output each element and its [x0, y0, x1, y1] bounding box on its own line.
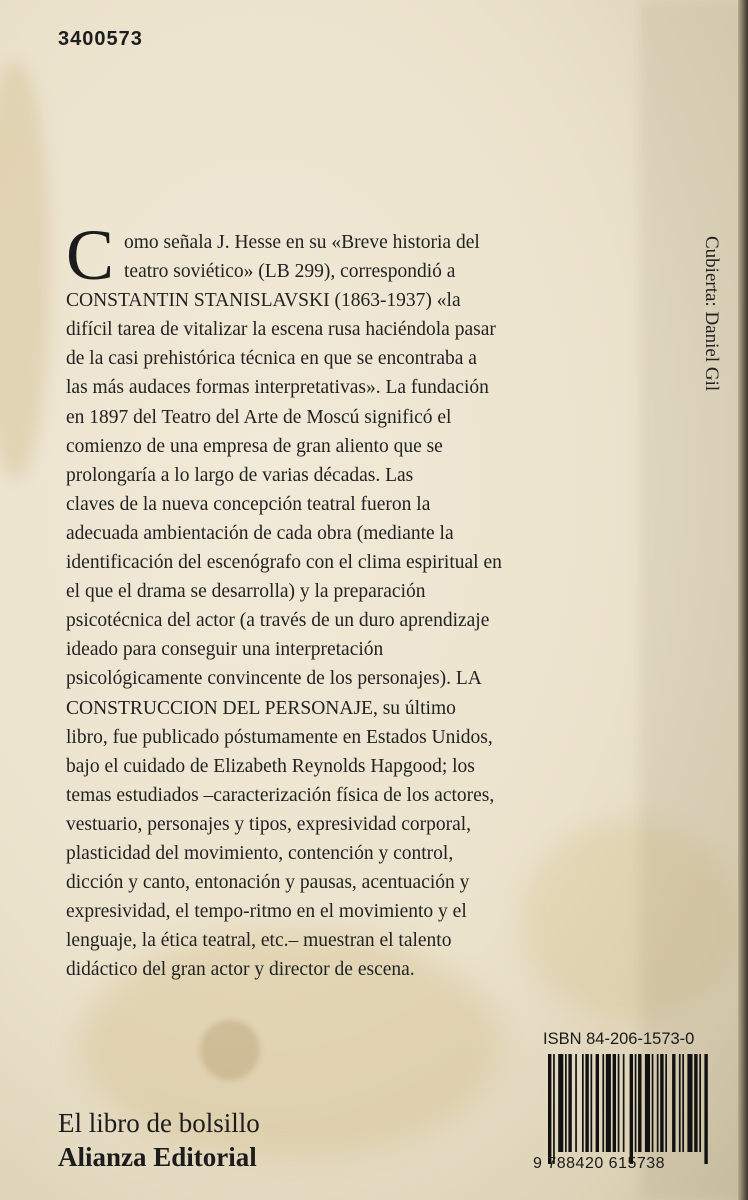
blurb-line: en 1897 del Teatro del Arte de Moscú significó el [66, 406, 452, 428]
barcode-bar [613, 1054, 616, 1152]
blurb-line: de la casi prehistórica técnica en que se encontraba a [66, 348, 477, 370]
blurb-line: adecuada ambientación de cada obra (mediante la [66, 522, 454, 544]
barcode-bar [704, 1054, 707, 1164]
barcode-bar [657, 1054, 659, 1152]
blurb-line: CONSTRUCCION DEL PERSONAJE, su último [66, 697, 456, 719]
barcode-bar [694, 1054, 697, 1152]
barcode-bar [660, 1054, 663, 1152]
blurb-line: didáctico del gran actor y director de escena. [66, 959, 415, 981]
barcode-bar [638, 1054, 641, 1152]
blurb-line: plasticidad del movimiento, contención y control, [66, 842, 454, 864]
barcode-bar [553, 1054, 555, 1164]
barcode-bar [630, 1054, 633, 1164]
blurb-line: vestuario, personajes y tipos, expresividad corporal, [66, 813, 472, 835]
barcode-bar [645, 1054, 650, 1152]
barcode-bar [652, 1054, 654, 1152]
blurb-line: teatro soviético» (LB 299), correspondió a [124, 261, 456, 283]
barcode-bar [682, 1054, 684, 1152]
blurb-line: el que el drama se desarrolla) y la preparación [66, 581, 426, 603]
blurb-line: lenguaje, la ética teatral, etc.– muestran el talento [66, 930, 452, 952]
barcode-bar [596, 1054, 599, 1152]
publisher-name: Alianza Editorial [58, 1142, 257, 1172]
barcode-bar [635, 1054, 637, 1152]
barcode-bar [548, 1054, 551, 1164]
drop-cap: C [66, 215, 115, 295]
paper-stain [0, 60, 50, 480]
barcode-bar [606, 1054, 611, 1152]
barcode-bar [582, 1054, 584, 1152]
barcode-bar [575, 1054, 577, 1152]
blurb-line: psicológicamente convincente de los personajes). LA [66, 668, 482, 690]
blurb-line: CONSTANTIN STANISLAVSKI (1863-1937) «la [66, 290, 461, 312]
blurb-line: ideado para conseguir una interpretación [66, 639, 384, 661]
blurb-line: prolongaría a lo largo de varias décadas. Las [66, 464, 414, 486]
blurb-line: identificación del escenógrafo con el clima espiritual en [66, 552, 502, 574]
barcode-digits: 9 788420 615738 [533, 1155, 666, 1172]
barcode-bar [591, 1054, 593, 1152]
cover-credit: Cubierta: Daniel Gil [701, 236, 722, 392]
barcode [530, 1054, 748, 1200]
barcode-bar [558, 1054, 563, 1152]
barcode-bar [699, 1054, 701, 1152]
blurb-line: expresividad, el tempo-ritmo en el movimiento y el [66, 901, 467, 923]
barcode-bar [687, 1054, 692, 1152]
barcode-bar [568, 1054, 571, 1152]
blurb-line: temas estudiados –caracterización física de los actores, [66, 784, 495, 806]
blurb-line: omo señala J. Hesse en su «Breve historia del [124, 232, 480, 253]
blurb-line: difícil tarea de vitalizar la escena rusa haciéndola pasar [66, 319, 496, 341]
barcode-bar [618, 1054, 620, 1152]
blurb-line: libro, fue publicado póstumamente en Estados Unidos, [66, 726, 493, 748]
paper-shadow [640, 0, 748, 1200]
blurb-line: bajo el cuidado de Elizabeth Reynolds Hapgood; los [66, 755, 475, 777]
isbn-number: ISBN 84-206-1573-0 [543, 1030, 695, 1048]
barcode-bar [602, 1054, 604, 1152]
blurb-line: comienzo de una empresa de gran aliento que se [66, 435, 443, 457]
barcode-bar [585, 1054, 588, 1152]
paper-stain [200, 1020, 260, 1080]
series-name: El libro de bolsillo [58, 1108, 260, 1138]
blurb-line: claves de la nueva concepción teatral fueron la [66, 493, 431, 515]
blurb-line: dicción y canto, entonación y pausas, acentuación y [66, 872, 470, 894]
cover-edge [738, 0, 748, 1200]
blurb-text [66, 228, 614, 984]
barcode-bar [623, 1054, 625, 1152]
barcode-bar [672, 1054, 675, 1152]
barcode-bar [679, 1054, 681, 1152]
barcode-bar [565, 1054, 567, 1152]
blurb-line: psicotécnica del actor (a través de un duro aprendizaje [66, 610, 490, 632]
catalog-code: 3400573 [58, 28, 143, 50]
blurb-line: las más audaces formas interpretativas». La fundación [66, 377, 489, 399]
barcode-bar [665, 1054, 667, 1152]
